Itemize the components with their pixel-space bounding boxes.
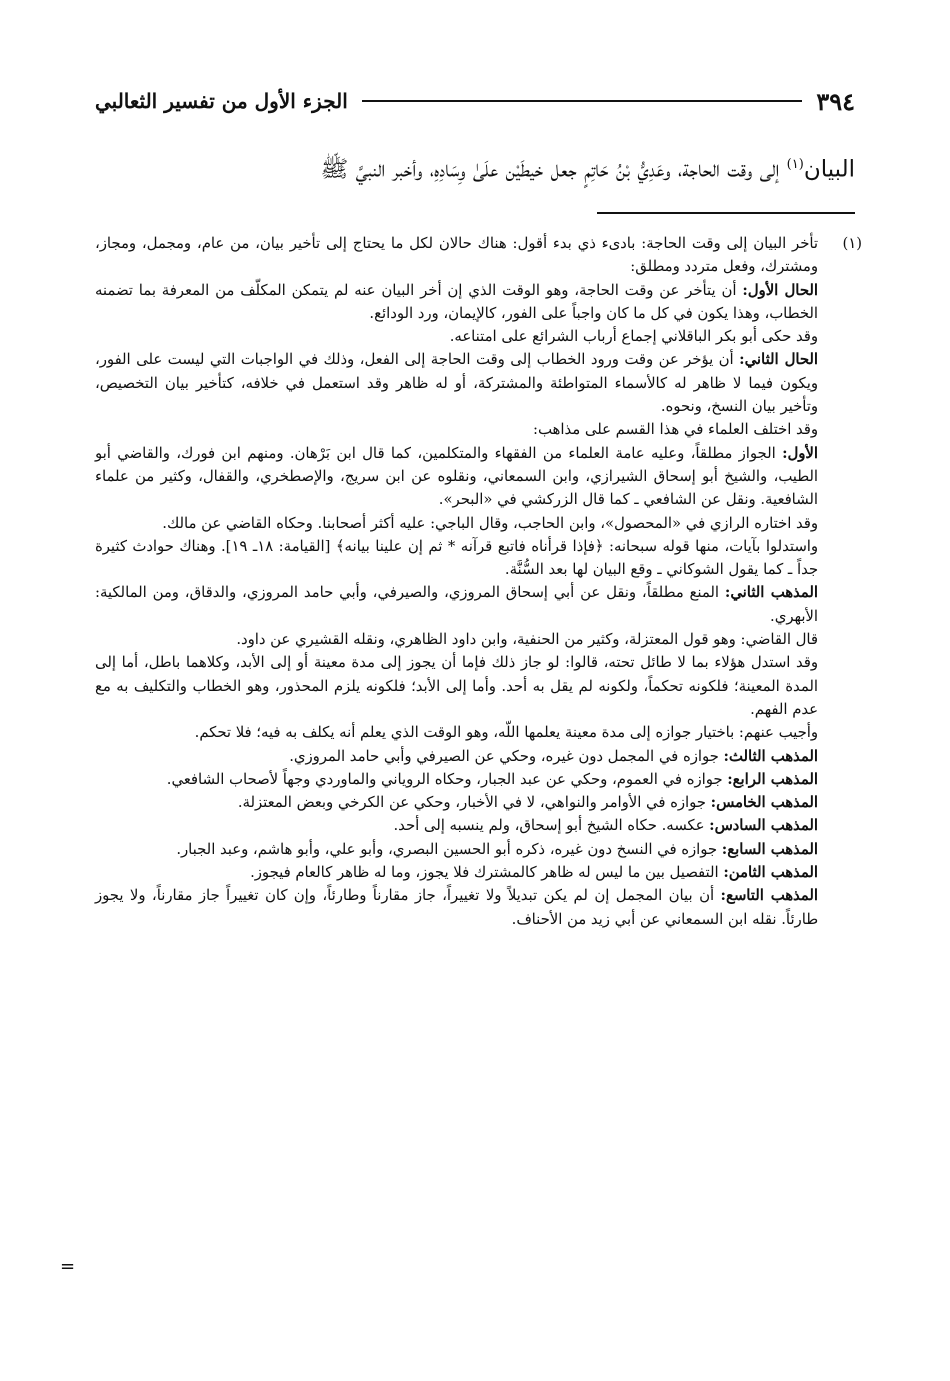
footnote-paragraph (95, 768, 818, 791)
footnote-section (95, 232, 862, 931)
paragraph-text: المنع مطلقاً، ونقل عن أبي إسحاق المروزي، والصيرفي، وأبي حامد المروزي، والدقاق، ومن المالكية: الأبهري. (95, 584, 818, 625)
footnote-paragraph (95, 279, 818, 326)
paragraph-heading: الحال الثاني: (739, 351, 818, 369)
footnote-paragraph (95, 721, 818, 744)
paragraph-heading: المذهب السابع: (721, 840, 818, 858)
continuation-mark: = (60, 1256, 76, 1277)
paragraph-heading: الأول: (782, 444, 818, 462)
paragraph-heading: المذهب الثاني: (724, 584, 818, 602)
main-text (95, 145, 855, 190)
footnote-paragraph (95, 651, 818, 721)
paragraph-text: وقد استدل هؤلاء بما لا طائل تحته، قالوا: لو جاز ذلك فإما أن يجوز إلى مدة معينة أو إلى الأبد، وكلاهما باطل، أما إلى المدة المعينة؛ فلكونه تحكماً، ولكونه لم يقل به أحد. وأما إلى الأبد؛ فلكونه يلزم المحذور، وهو الخطاب والتكليف به مع عدم الفهم. (95, 654, 818, 718)
paragraph-text: أن يتأخر عن وقت الحاجة، وهو الوقت الذي إن أخر البيان عنه لم يتمكن المكلّف من المعرفة بما تضمنه الخطاب، وهذا يكون في كل ما كان واجباً على الفور، كالإيمان، ورد الودائع. (95, 281, 818, 322)
main-text-rest: إلى وقت الحاجة، وعَدِيُّ بْنُ حَاتِمٍ جعل خيطَيْن علَىٰ وِسَادِهِ، وأخبر النبيَّ ﷺ (320, 156, 787, 183)
footnote-reference[interactable]: (١) (786, 157, 804, 172)
paragraph-text: التفصيل بين ما ليس له ظاهر كالمشترك فلا يجوز، وما له ظاهر كالعام فيجوز. (250, 864, 724, 882)
footnote-paragraph (95, 861, 818, 884)
paragraph-text: الجواز مطلقاً، وعليه عامة العلماء من الفقهاء والمتكلمين، كما قال ابن بَرْهان. ومنهم ابن فورك، والقاضي أبو الطيب، والشيخ أبو إسحاق الشيرازي، وابن السمعاني، ونقلوه عن ابن سريج، والإصطخري، والقفال، وكثير من علماء الشافعية. ونقل عن الشافعي ـ كما قال الزركشي في «البحر». (95, 444, 818, 509)
footnote-paragraph (95, 535, 818, 582)
footnote-paragraph (95, 418, 818, 441)
footnote-paragraph (95, 814, 818, 837)
paragraph-text: تأخر البيان إلى وقت الحاجة: بادىء ذي بدء أقول: هناك حالان لكل ما يحتاج إلى تأخير بيان، من عام، ومجمل، ومجاز، ومشترك، وفعل متردد ومطلق: (95, 235, 818, 276)
paragraph-heading: الحال الأول: (742, 281, 818, 299)
footnote-paragraph (95, 791, 818, 814)
page-header (95, 82, 855, 120)
paragraph-text: أن يؤخر عن وقت ورود الخطاب إلى وقت الحاجة إلى الفعل، وذلك في الواجبات التي ليست على الفور، ويكون فيما لا ظاهر له كالأسماء المتواطئة والمشتركة، أو له ظاهر وقد استعمل في خلافه، كتأخير بيان التخصيص، وتأخير بيان النسخ، ونحوه. (95, 351, 818, 416)
paragraph-text: وقد حكى أبو بكر الباقلاني إجماع أرباب الشرائع على امتناعه. (449, 328, 818, 346)
paragraph-heading: المذهب الخامس: (710, 794, 818, 812)
footnote-paragraph (95, 838, 818, 861)
footnote-paragraph (95, 232, 818, 279)
footnote-paragraph (95, 512, 818, 535)
paragraph-text: عكسه. حكاه الشيخ أبو إسحاق، ولم ينسبه إلى أحد. (393, 817, 710, 835)
running-title: الجزء الأول من تفسير الثعالبي (95, 89, 348, 113)
main-text-start: البيان (803, 156, 855, 183)
paragraph-text: جوازه في النسخ دون غيره، ذكره أبو الحسين البصري، وأبو علي، وأبو هاشم، وعبد الجبار. (176, 840, 722, 858)
footnote-paragraph (95, 745, 818, 768)
footnote-paragraphs (95, 232, 850, 931)
footnote-paragraph (95, 628, 818, 651)
paragraph-text: وقد اختلف العلماء في هذا القسم على مذاهب: (533, 421, 818, 439)
paragraph-text: جوازه في الأوامر والنواهي، لا في الأخبار، وحكي عن الكرخي وبعض المعتزلة. (237, 794, 711, 812)
page-number: ٣٩٤ (816, 86, 855, 116)
footnote-paragraph (95, 884, 818, 931)
footnote-paragraph (95, 442, 818, 512)
paragraph-heading: المذهب الرابع: (727, 770, 818, 788)
paragraph-text: وأجيب عنهم: باختيار جوازه إلى مدة معينة يعلمها اللّه، وهو الوقت الذي يعلم أنه يكلف به فيه؛ فلا تحكم. (194, 724, 818, 742)
paragraph-text: جوازه في المجمل دون غيره، وحكي عن الصيرفي وأبي حامد المروزي. (289, 747, 724, 765)
footnote-paragraph (95, 348, 818, 418)
paragraph-text: جوازه في العموم، وحكي عن عبد الجبار، وحكاه الروياني والماوردي وجهاً لأصحاب الشافعي. (166, 770, 728, 788)
paragraph-heading: المذهب الثامن: (723, 864, 818, 882)
paragraph-text: أن بيان المجمل إن لم يكن تبديلاً ولا تغييراً، جاز مقارناً وطارئاً، وإن كان تغييراً جاز مقارناً، ولا يجوز طارئاً. نقله ابن السمعاني عن أبي زيد من الأحناف. (95, 887, 818, 928)
footnote-number: (١) (842, 235, 862, 252)
paragraph-text: واستدلوا بآيات، منها قوله سبحانه: ﴿فإذا قرأناه فاتبع قرآنه * ثم إن علينا بيانه﴾ [القيامة: ١٨ـ ١٩]. وهناك حوادث كثيرة جداً ـ كما يقول الشوكاني ـ وقع البيان لها بعد السُّنَّة. (95, 537, 818, 579)
footnote-separator (597, 212, 855, 214)
paragraph-heading: المذهب السادس: (709, 817, 818, 835)
paragraph-heading: المذهب التاسع: (720, 887, 818, 905)
paragraph-heading: المذهب الثالث: (723, 747, 818, 765)
paragraph-text: قال القاضي: وهو قول المعتزلة، وكثير من الحنفية، وابن داود الظاهري، ونقله القشيري عن داود. (236, 631, 818, 649)
paragraph-text: وقد اختاره الرازي في «المحصول»، وابن الحاجب، وقال الباجي: عليه أكثر أصحابنا. وحكاه القاضي عن مالك. (162, 514, 818, 532)
footnote-paragraph (95, 581, 818, 628)
footnote-paragraph (95, 325, 818, 348)
header-rule (362, 100, 803, 102)
